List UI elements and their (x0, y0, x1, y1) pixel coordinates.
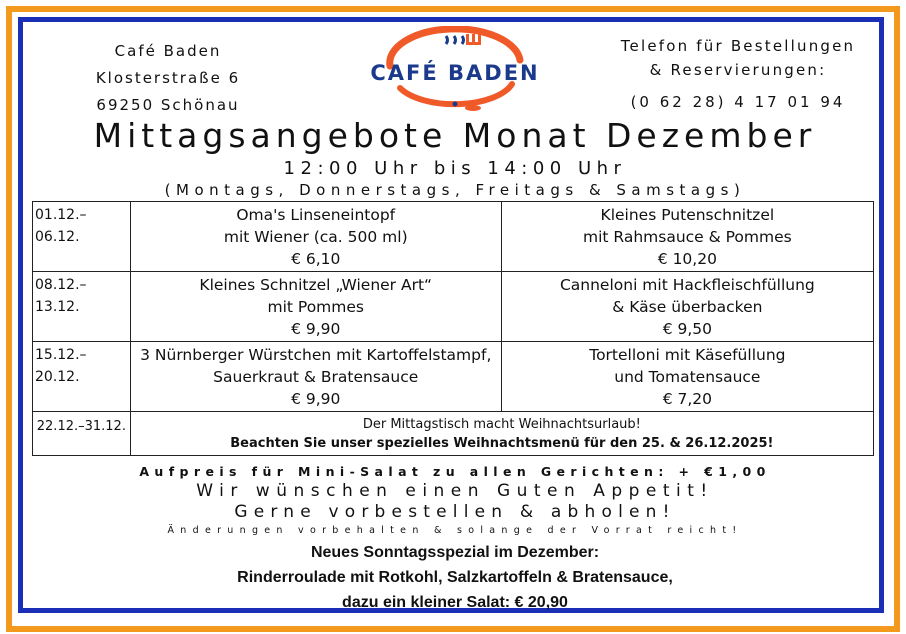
dish-cell (501, 272, 873, 342)
dish-detail: Sauerkraut & Bratensauce (213, 368, 419, 386)
dish-price: € 10,20 (657, 250, 717, 268)
holiday-notice (130, 412, 873, 456)
changes-disclaimer: Änderungen vorbehalten & solange der Vorrat reicht! (167, 525, 743, 536)
special-line: Neues Sonntagsspezial im Dezember: (310, 544, 600, 561)
phone-label-line: & Reservierungen: (649, 61, 827, 79)
dish-detail: mit Pommes (267, 298, 364, 316)
special-line: Rinderroulade mit Rotkohl, Salzkartoffeln & Bratensauce, (237, 569, 673, 586)
table-row (33, 412, 874, 456)
holiday-line: Der Mittagstisch macht Weihnachtsurlaub! (362, 417, 641, 432)
dish-price: € 6,10 (291, 250, 341, 268)
table-row (33, 272, 874, 342)
dish-name: Kleines Putenschnitzel (600, 206, 775, 224)
dish-detail: mit Wiener (ca. 500 ml) (223, 228, 408, 246)
dish-cell (130, 272, 501, 342)
dish-price: € 9,90 (291, 390, 341, 408)
address-line: 69250 Schönau (96, 96, 240, 114)
cafe-address (78, 38, 258, 119)
dish-price: € 9,50 (662, 320, 713, 338)
dish-name: Canneloni mit Hackfleischfüllung (559, 276, 815, 294)
christmas-menu-note: Beachten Sie unser spezielles Weihnachtsmenü für den 25. & 26.12.2025! (230, 436, 774, 451)
phone-info (598, 34, 878, 114)
dish-cell (501, 342, 873, 412)
sunday-special (30, 540, 880, 615)
special-line: dazu ein kleiner Salat: € 20,90 (342, 594, 568, 611)
logo-text: CAFÉ BADEN (370, 61, 540, 85)
address-line: Klosterstraße 6 (95, 69, 241, 87)
phone-label-line: Telefon für Bestellungen (620, 37, 856, 55)
dish-name: 3 Nürnberger Würstchen mit Kartoffelstampf, (140, 346, 492, 364)
preorder-note: Gerne vorbestellen & abholen! (234, 502, 676, 522)
dish-name: Oma's Linseneintopf (236, 206, 396, 224)
page-title: Mittagsangebote Monat Dezember (93, 116, 817, 155)
address-line: Café Baden (114, 42, 222, 60)
opening-hours: 12:00 Uhr bis 14:00 Uhr (283, 158, 627, 179)
phone-number: (0 62 28) 4 17 01 94 (630, 93, 846, 111)
dish-cell (501, 202, 873, 272)
date-range: 22.12.–31.12. (33, 412, 131, 456)
dish-detail: mit Rahmsauce & Pommes (582, 228, 792, 246)
dish-name: Kleines Schnitzel „Wiener Art“ (199, 276, 433, 294)
opening-days: (Montags, Donnerstags, Freitags & Samstags) (164, 181, 746, 199)
dish-name: Tortelloni mit Käsefüllung (589, 346, 786, 364)
appetite-wish: Wir wünschen einen Guten Appetit! (196, 481, 714, 501)
dish-detail: & Käse überbacken (612, 298, 763, 316)
dish-price: € 9,90 (291, 320, 341, 338)
cafe-logo-graphic (340, 26, 570, 112)
cafe-logo (340, 26, 570, 112)
date-range: 08.12.–13.12. (33, 272, 131, 342)
menu-table (32, 201, 874, 456)
dish-price: € 7,20 (662, 390, 713, 408)
dish-cell (130, 342, 501, 412)
date-range: 15.12.–20.12. (33, 342, 131, 412)
table-row (33, 202, 874, 272)
dish-detail: und Tomatensauce (614, 368, 761, 386)
table-row (33, 342, 874, 412)
dish-cell (130, 202, 501, 272)
salad-surcharge: Aufpreis für Mini-Salat zu allen Gerichten: + €1,00 (139, 464, 771, 479)
date-range: 01.12.–06.12. (33, 202, 131, 272)
